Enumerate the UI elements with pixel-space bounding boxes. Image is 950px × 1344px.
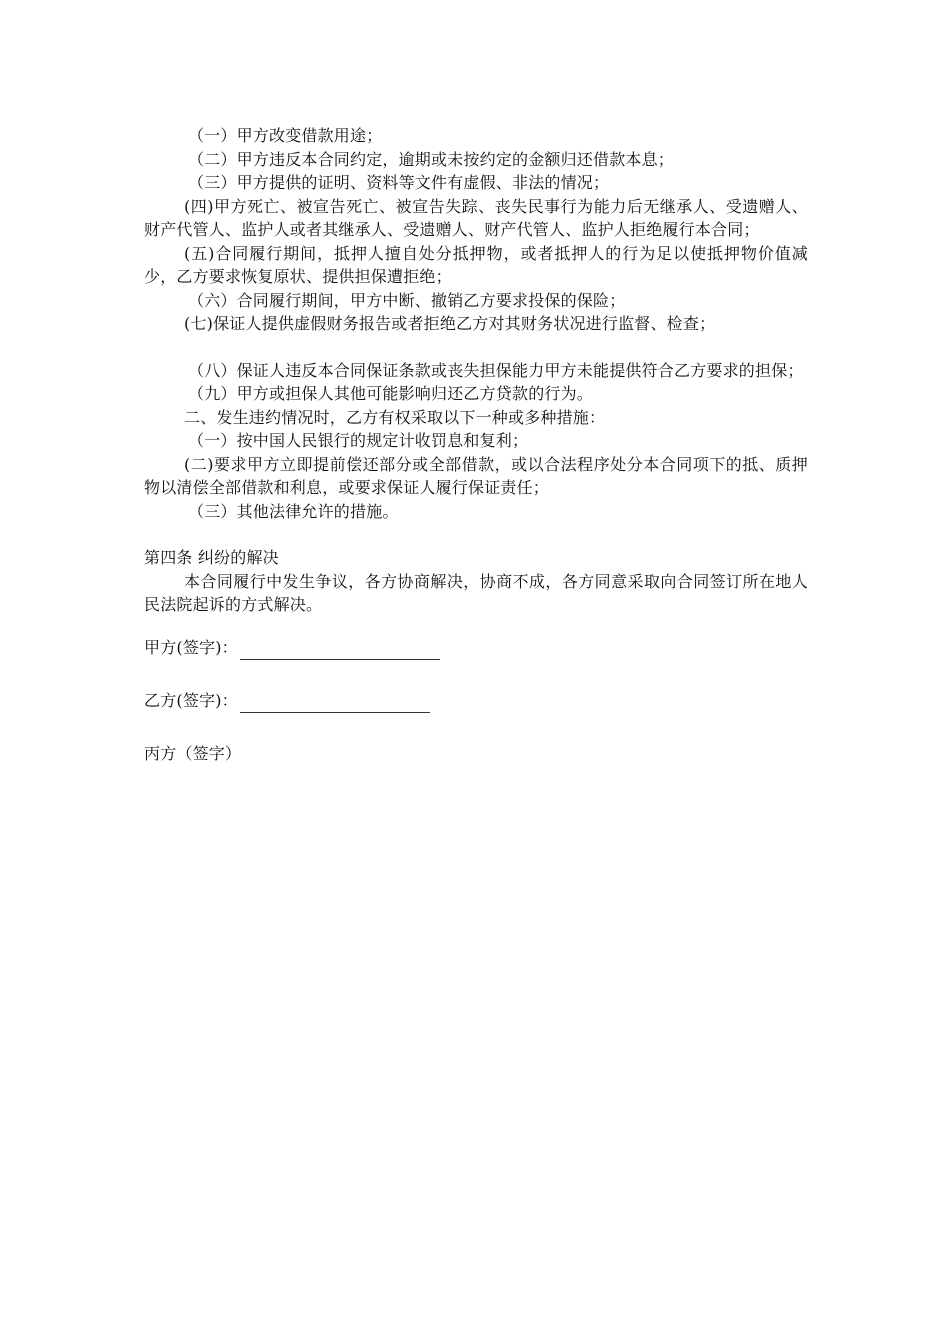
article-4-title: 第四条 纠纷的解决 [144, 548, 279, 567]
clause-7: (七)保证人提供虚假财务报告或者拒绝乙方对其财务状况进行监督、检查； [184, 314, 716, 333]
clause-1: （一）甲方改变借款用途； [188, 126, 383, 145]
measure-2: (二)要求甲方立即提前偿还部分或全部借款，或以合法程序处分本合同项下的抵、质押物以清偿全部借款和利息，或要求保证人履行保证责任； [144, 454, 808, 497]
article-4-text: 本合同履行中发生争议，各方协商解决，协商不成，各方同意采取向合同签订所在地人民法院起诉的方式解决。 [144, 571, 808, 614]
measures-heading: 二、发生违约情况时，乙方有权采取以下一种或多种措施： [184, 407, 606, 427]
signature-party-b [144, 689, 808, 713]
signature-party-a-line [240, 645, 440, 660]
document-body [144, 124, 808, 766]
signature-party-c-label: 丙方（签字） [144, 744, 242, 763]
clause-5: (五)合同履行期间，抵押人擅自处分抵押物，或者抵押人的行为足以使抵押物价值减少，乙方要求恢复原状、提供担保遭拒绝； [144, 243, 808, 286]
signature-party-b-label: 乙方(签字)： [144, 691, 238, 710]
clause-2: （二）甲方违反本合同约定，逾期或未按约定的金额归还借款本息； [188, 149, 675, 169]
clause-3: （三）甲方提供的证明、资料等文件有虚假、非法的情况； [188, 173, 610, 192]
clause-8: （八）保证人违反本合同保证条款或丧失担保能力甲方未能提供符合乙方要求的担保； [188, 360, 804, 380]
clause-4: (四)甲方死亡、被宣告死亡、被宣告失踪、丧失民事行为能力后无继承人、受遗赠人、财产代管人、监护人或者其继承人、受遗赠人、财产代管人、监护人拒绝履行本合同； [144, 196, 808, 239]
clause-9: （九）甲方或担保人其他可能影响归还乙方贷款的行为。 [188, 384, 594, 403]
measure-1: （一）按中国人民银行的规定计收罚息和复利； [188, 431, 529, 450]
measure-3: （三）其他法律允许的措施。 [188, 501, 399, 521]
signature-party-b-line [240, 698, 430, 713]
signature-party-a-label: 甲方(签字)： [144, 638, 238, 657]
signature-party-a [144, 636, 808, 660]
clause-6: （六）合同履行期间，甲方中断、撤销乙方要求投保的保险； [188, 290, 626, 310]
signature-party-c [144, 742, 808, 766]
signature-block [144, 636, 808, 766]
